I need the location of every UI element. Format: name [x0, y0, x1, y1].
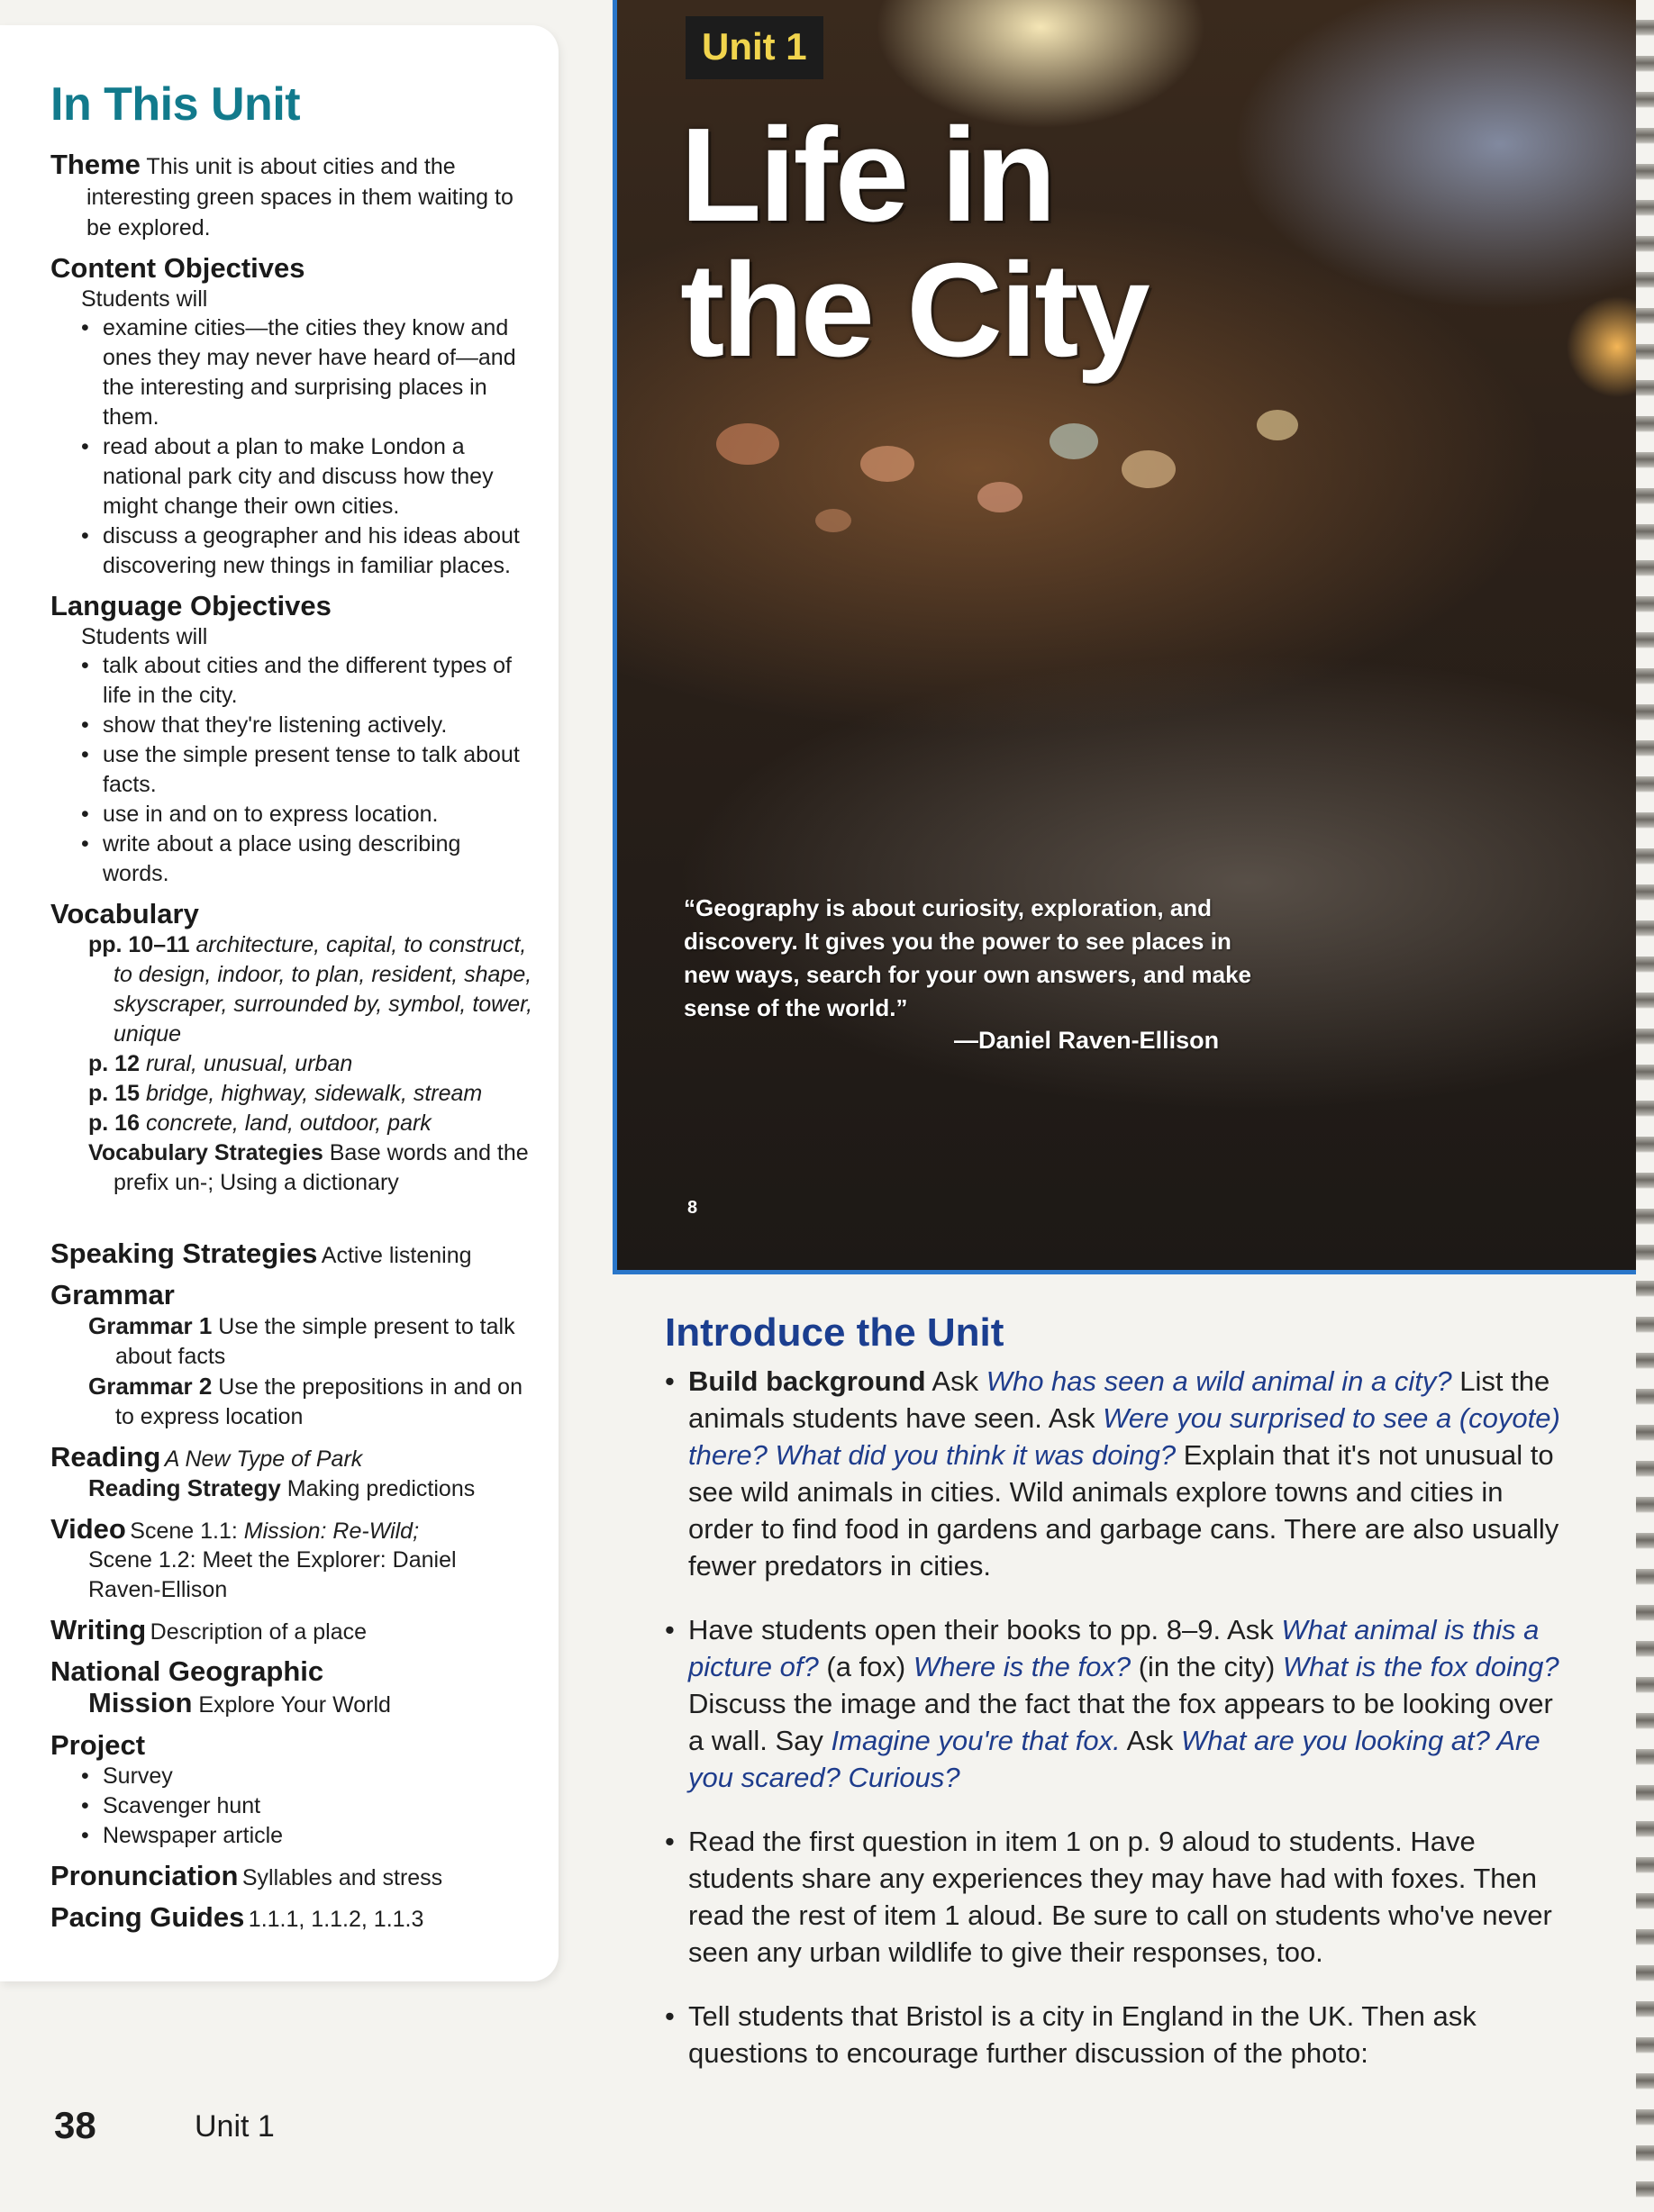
question: Were you surprised to see a (coyote) there? What did you think it was doing?: [688, 1402, 1560, 1471]
theme-section: [50, 150, 533, 243]
natgeo-heading: National Geographic: [50, 1655, 324, 1687]
bokeh-light: [815, 509, 851, 532]
vocabulary-section: [50, 898, 533, 1198]
vocabulary-row: [54, 1049, 533, 1079]
vocabulary-words: rural, unusual, urban: [145, 1051, 353, 1076]
reading-section: [50, 1441, 533, 1504]
speaking-section: [50, 1237, 533, 1270]
grammar-1-label: Grammar 1: [88, 1312, 213, 1339]
vocabulary-strategies-label: Vocabulary Strategies: [88, 1140, 323, 1165]
quote-text: “Geography is about curiosity, exploration, and discovery. It gives you the power to see places in new ways, search for your own answers, and make sense of the world.”: [684, 894, 1252, 1021]
list-item: [665, 1611, 1566, 1796]
text: Ask: [925, 1365, 986, 1397]
question: Imagine you're that fox.: [831, 1725, 1121, 1756]
text: Ask: [1120, 1725, 1181, 1756]
reading-text: A New Type of Park: [164, 1446, 363, 1472]
theme-text: This unit is about cities and the interesting green spaces in them waiting to be explored.: [86, 154, 513, 240]
content-objectives-list: [50, 313, 533, 581]
list-item: • Newspaper article: [81, 1821, 533, 1851]
list-item: • use in and on to express location.: [81, 800, 533, 830]
sidebar-title: In This Unit: [50, 78, 301, 131]
text: (a fox): [818, 1651, 913, 1682]
text: Discuss the image and the fact that the fox appears to be looking over a wall. Say: [688, 1688, 1553, 1756]
content-objectives-section: [50, 252, 533, 581]
spiral-binding: [1636, 0, 1654, 2212]
speaking-text: Active listening: [321, 1243, 472, 1268]
bokeh-light: [1050, 423, 1098, 459]
list-item: [665, 1363, 1566, 1584]
in-this-unit-panel: [0, 25, 559, 1981]
list-item: • show that they're listening actively.: [81, 711, 533, 740]
footer-unit-label: Unit 1: [195, 2109, 275, 2144]
grammar-section: [50, 1279, 533, 1432]
text: Explain that it's not unusual to see wild animals in cities. Wild animals explore towns and cities in order to find food in gardens and garbage cans. There are also usually fewer predators in cities.: [688, 1439, 1559, 1582]
question: What animal is this a picture of?: [688, 1614, 1540, 1682]
project-list: [50, 1762, 533, 1851]
question: Who has seen a wild animal in a city?: [986, 1365, 1452, 1397]
video-text-1-italic: Mission: Re-Wild;: [243, 1518, 420, 1544]
list-item: • Read the first question in item 1 on p. 9 aloud to students. Have students share any experiences they may have had with foxes. Then read the rest of item 1 aloud. Be sure to call on students who've never seen any urban wildlife to give their responses, too.: [665, 1823, 1566, 1971]
grammar-heading: Grammar: [50, 1279, 175, 1310]
project-section: [50, 1729, 533, 1851]
reading-heading: Reading: [50, 1441, 161, 1473]
introduce-the-unit: [665, 1310, 1566, 2099]
vocabulary-row: [54, 1109, 533, 1138]
vocabulary-strategies: [54, 1138, 533, 1198]
build-background-label: Build background: [688, 1365, 926, 1397]
question: What are you looking at? Are you scared? Curious?: [688, 1725, 1540, 1793]
video-section: [50, 1513, 533, 1605]
unit-tag: Unit 1: [686, 16, 823, 79]
natgeo-mission: [50, 1688, 533, 1720]
vocabulary-words: architecture, capital, to construct, to design, indoor, to plan, resident, shape, skyscraper, surrounded by, symbol, tower, unique: [114, 932, 533, 1047]
vocabulary-row: [54, 930, 533, 1049]
text: (in the city): [1131, 1651, 1283, 1682]
vocabulary-pages: p. 16: [88, 1111, 140, 1136]
pronunciation-heading: Pronunciation: [50, 1860, 239, 1891]
grammar-2-text: Use the prepositions in and on to express location: [115, 1374, 523, 1429]
bokeh-light: [716, 423, 779, 465]
content-objectives-heading: Content Objectives: [50, 252, 305, 284]
grammar-2: [50, 1372, 533, 1432]
unit-opener-photo: [613, 0, 1644, 1274]
pronunciation-section: [50, 1860, 533, 1892]
list-item: • read about a plan to make London a national park city and discuss how they might change their own cities.: [81, 432, 533, 521]
pacing-section: [50, 1901, 533, 1934]
reading-strategy-text: Making predictions: [286, 1476, 476, 1501]
pacing-heading: Pacing Guides: [50, 1901, 245, 1933]
list-item: • use the simple present tense to talk about facts.: [81, 740, 533, 800]
video-text-2: Scene 1.2: Meet the Explorer: Daniel Raven-Ellison: [88, 1547, 457, 1602]
text: List the animals students have seen. Ask: [688, 1365, 1550, 1434]
content-objectives-intro: Students will: [81, 286, 208, 312]
grammar-1: [50, 1311, 533, 1372]
speaking-heading: Speaking Strategies: [50, 1237, 318, 1269]
theme-heading: Theme: [50, 149, 141, 180]
unit-title-line-1: Life in: [680, 101, 1054, 249]
reading-strategy-label: Reading Strategy: [88, 1474, 281, 1501]
language-objectives-section: [50, 590, 533, 889]
vocabulary-words: concrete, land, outdoor, park: [145, 1111, 432, 1136]
language-objectives-list: [50, 651, 533, 889]
vocabulary-pages: pp. 10–11: [88, 932, 190, 957]
page-number: 38: [54, 2104, 96, 2146]
video-text-1: Scene 1.1:: [130, 1518, 244, 1544]
video-heading: Video: [50, 1513, 126, 1545]
list-item: • Survey: [81, 1762, 533, 1791]
vocabulary-heading: Vocabulary: [50, 898, 199, 929]
vocabulary-pages: p. 15: [88, 1081, 140, 1106]
question: Where is the fox?: [913, 1651, 1131, 1682]
list-item: • Tell students that Bristol is a city in England in the UK. Then ask questions to encourage further discussion of the photo:: [665, 1998, 1566, 2071]
mission-label: Mission: [88, 1687, 193, 1718]
pacing-text: 1.1.1, 1.1.2, 1.1.3: [248, 1907, 424, 1932]
language-objectives-heading: Language Objectives: [50, 590, 332, 621]
mission-text: Explore Your World: [198, 1692, 391, 1718]
list-item: • write about a place using describing words.: [81, 830, 533, 889]
bokeh-light: [1122, 450, 1176, 488]
writing-heading: Writing: [50, 1614, 147, 1645]
project-heading: Project: [50, 1729, 146, 1761]
introduce-heading: Introduce the Unit: [665, 1310, 1004, 1355]
bokeh-light: [860, 446, 914, 482]
language-objectives-intro: Students will: [81, 624, 208, 649]
grammar-1-text: Use the simple present to talk about facts: [115, 1314, 515, 1369]
grammar-2-label: Grammar 2: [88, 1373, 213, 1400]
writing-text: Description of a place: [150, 1619, 368, 1645]
vocabulary-row: [54, 1079, 533, 1109]
reading-strategy: [50, 1473, 533, 1504]
unit-title: [680, 101, 1148, 385]
unit-title-line-2: the City: [680, 236, 1148, 385]
quote-attribution: —Daniel Raven-Ellison: [954, 1027, 1220, 1054]
vocabulary-words: bridge, highway, sidewalk, stream: [145, 1081, 483, 1106]
text: Have students open their books to pp. 8–9. Ask: [688, 1614, 1282, 1645]
pronunciation-text: Syllables and stress: [241, 1865, 443, 1890]
list-item: • discuss a geographer and his ideas about discovering new things in familiar places.: [81, 521, 533, 581]
natgeo-section: [50, 1655, 533, 1720]
vocabulary-pages: p. 12: [88, 1051, 140, 1076]
writing-section: [50, 1614, 533, 1646]
list-item: • Scavenger hunt: [81, 1791, 533, 1821]
student-page-number: 8: [687, 1198, 698, 1218]
bokeh-light: [1257, 410, 1298, 440]
vocabulary-strategies-text: Base words and the prefix un-; Using a dictionary: [114, 1140, 529, 1195]
list-item: • examine cities—the cities they know and ones they may never have heard of—and the interesting and surprising places in them.: [81, 313, 533, 432]
bokeh-light: [977, 482, 1022, 512]
question: What is the fox doing?: [1282, 1651, 1559, 1682]
list-item: • talk about cities and the different types of life in the city.: [81, 651, 533, 711]
